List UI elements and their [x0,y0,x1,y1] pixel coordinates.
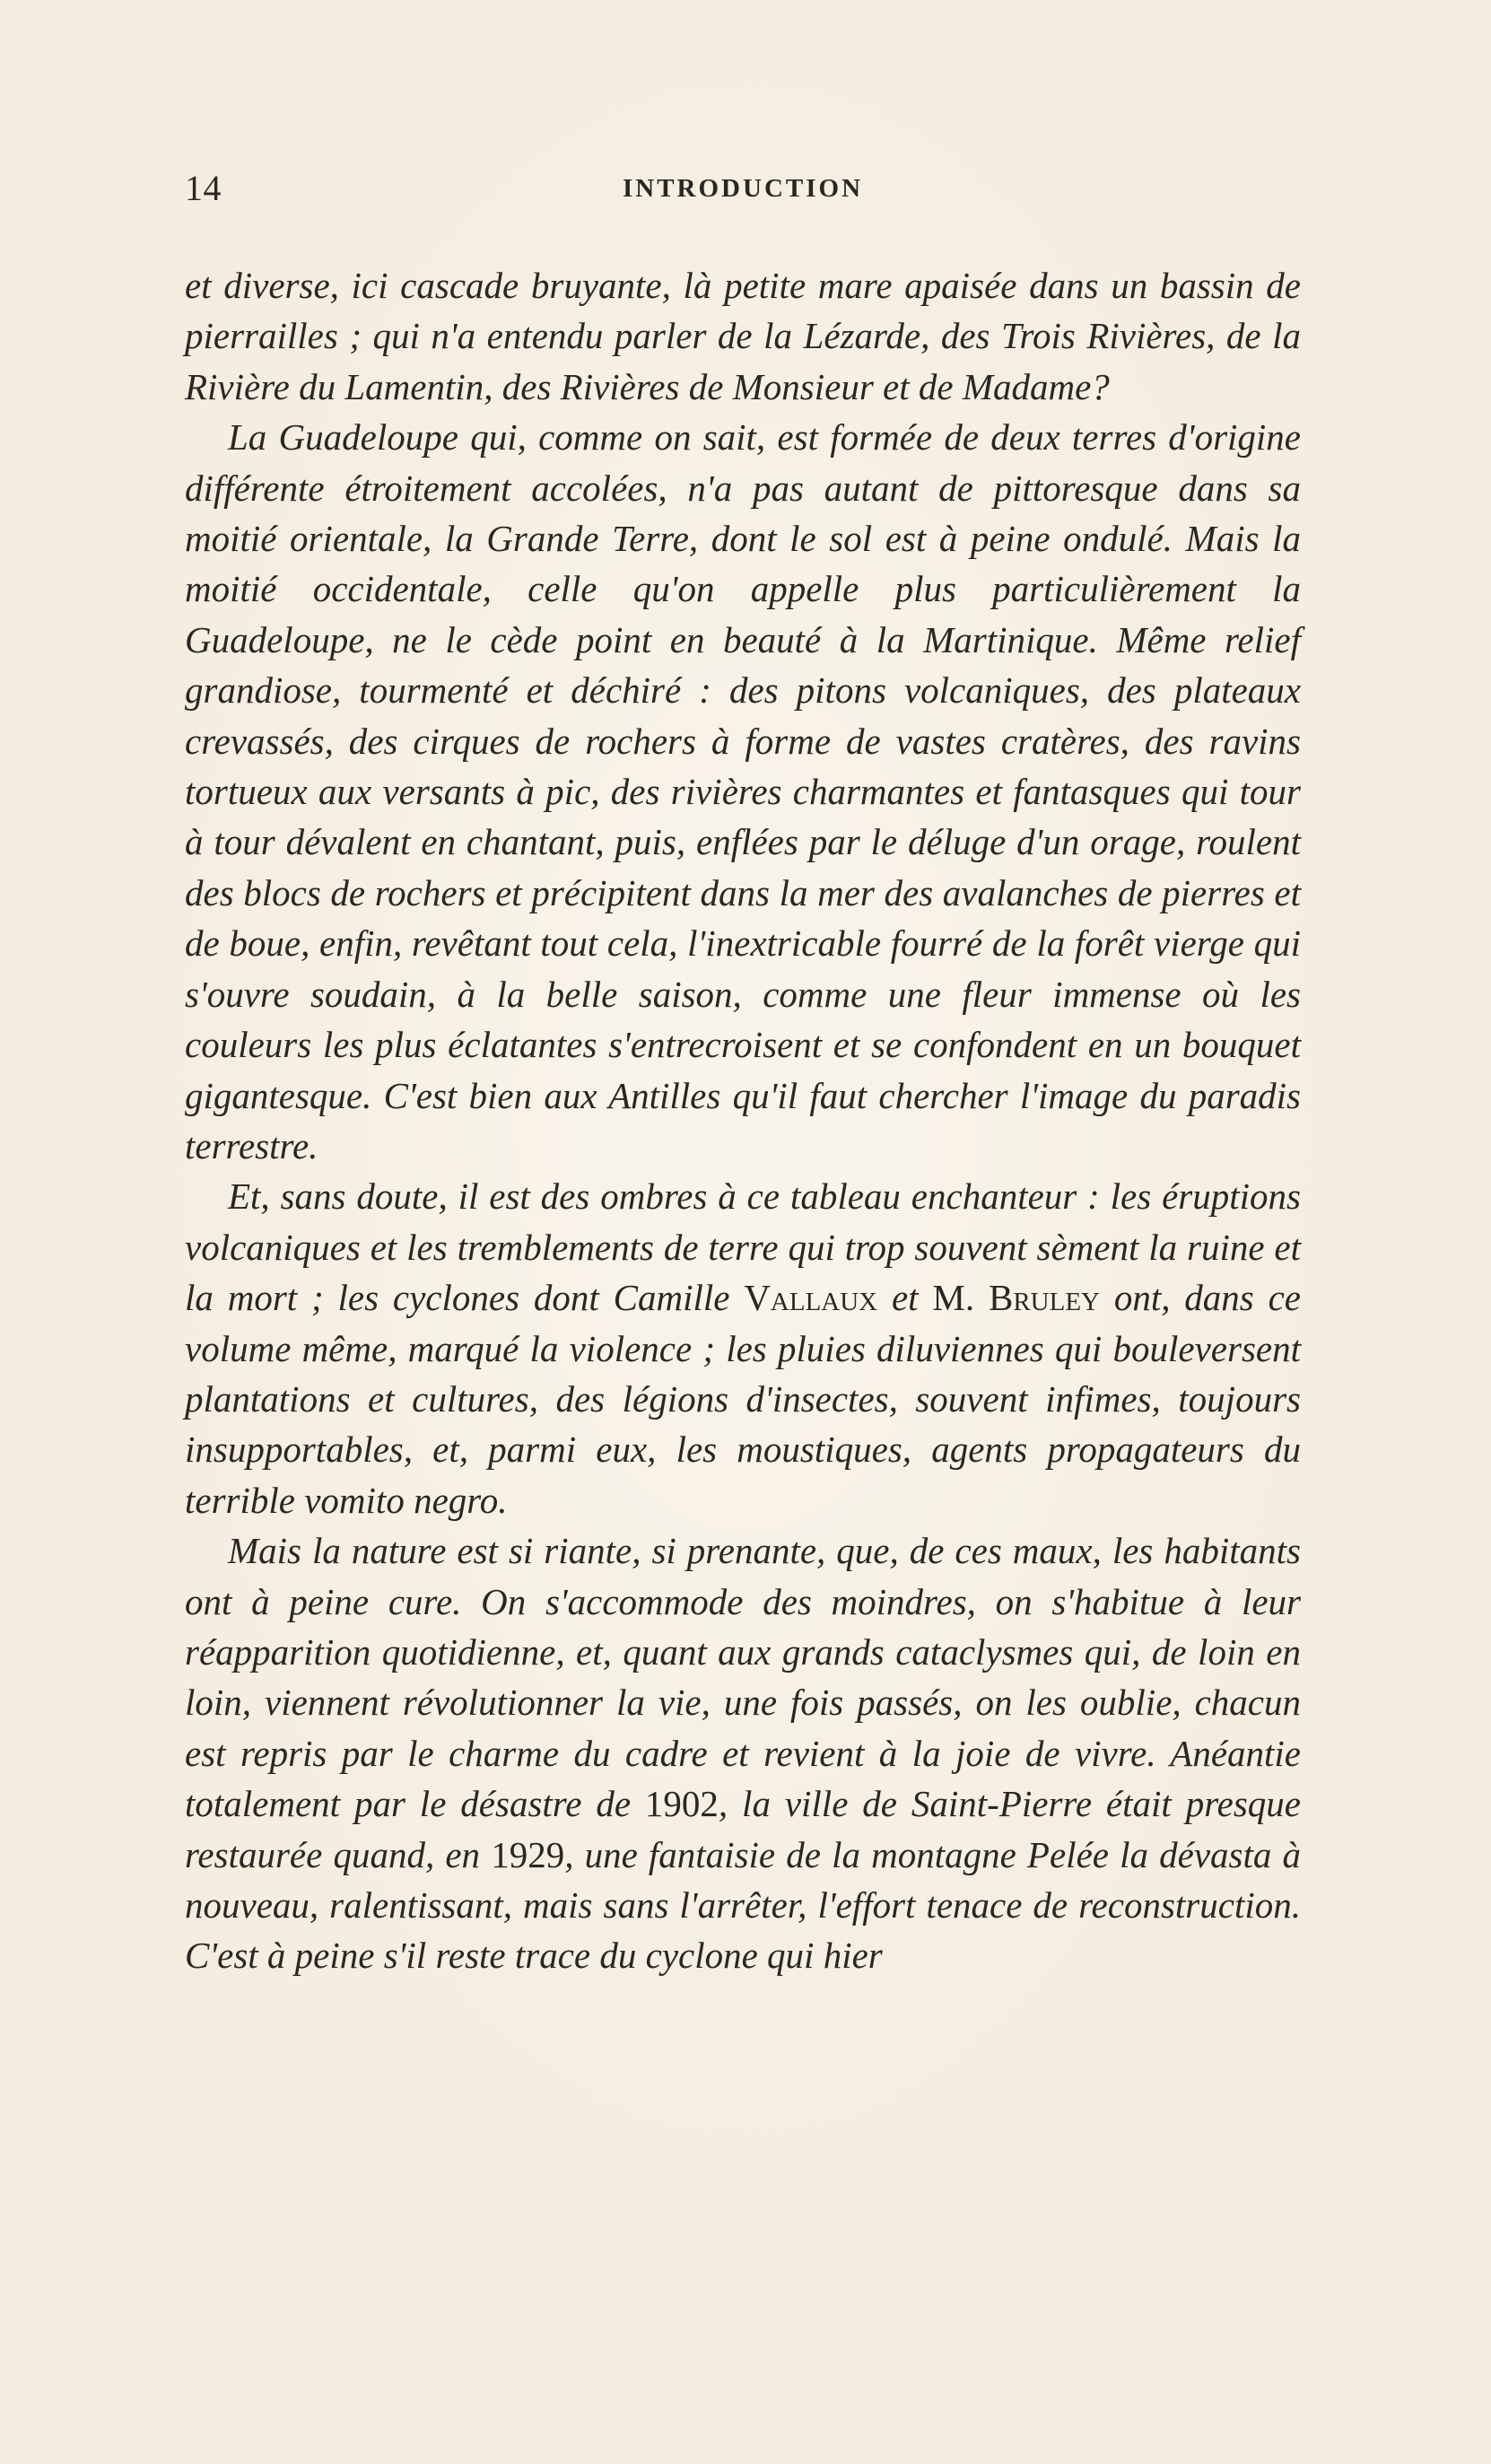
paragraph-4 [185,1525,1301,1981]
paragraph-3-text-d: ont, dans ce volume même, marqué la violence ; les pluies diluviennes qui bouleversent plantations et cultures, des légions d'insectes, souvent infimes, toujours insupportables, et, parmi eux, les moustiques, agents propagateurs du terrible vomito negro. [185,1277,1302,1521]
body-text [185,260,1301,1981]
paragraph-3-text-b: et [877,1277,933,1319]
paragraph-1: et diverse, ici cascade bruyante, là petite mare apaisée dans un bassin de pierrailles ; qui n'a entendu parler de la Lézarde, des Trois Rivières, de la Rivière du Lamentin, des Rivières de Monsieur et de Madame? [185,265,1301,407]
author-name-bruley: Bruley [988,1277,1100,1319]
page-header [185,167,1301,221]
paragraph-2: La Guadeloupe qui, comme on sait, est formée de deux terres d'origine différente étroitement accolées, n'a pas autant de pittoresque dans sa moitié orientale, la Grande Terre, dont le sol est à peine ondulé. Mais la moitié occidentale, celle qu'on appelle plus particulièrement la Guadeloupe, ne le cède point en beauté à la Martinique. Même relief grandiose, tourmenté et déchiré : des pitons volcaniques, des plateaux crevassés, des cirques de rochers à forme de vastes cratères, des ravins tortueux aux versants à pic, des rivières charmantes et fantasques qui tour à tour dévalent en chantant, puis, enflées par le déluge d'un orage, roulent des blocs de rochers et précipitent dans la mer des avalanches de pierres et de boue, enfin, revêtant tout cela, l'inextricable fourré de la forêt vierge qui s'ouvre soudain, à la belle saison, comme une fleur immense où les couleurs les plus éclatantes s'entrecroisent et se confondent en un bouquet gigantesque. C'est bien aux Antilles qu'il faut chercher l'image du paradis terrestre. [185,416,1301,1166]
monsieur-abbrev: M. [932,1277,975,1319]
author-name-vallaux: Vallaux [744,1277,878,1319]
paragraph-3-text-a: Et, sans doute, il est des ombres à ce tableau enchanteur : les éruptions volcaniques et les tremblements de terre qui trop souvent sèment la ruine et la mort ; les cyclones dont Camille [185,1175,1301,1319]
paragraph-3-text-c [974,1277,989,1318]
year-1929: 1929 [491,1833,565,1875]
paragraph-3 [185,1171,1301,1525]
running-title: INTRODUCTION [622,174,864,203]
year-1902: 1902 [644,1783,719,1825]
paragraph-4-text-c: , une fantaisie de la montagne Pelée la dévasta à nouveau, ralentissant, mais sans l'arrêter, l'effort tenace de reconstruction. C'est à peine s'il reste trace du cyclone qui hier [185,1833,1301,1977]
paragraph-4-text-a: Mais la nature est si riante, si prenante, que, de ces maux, les habitants ont à peine cure. On s'accommode des moindres, on s'habitue à leur réapparition quotidienne, et, quant aux grands cataclysmes qui, de loin en loin, viennent révolutionner la vie, une fois passés, on les oublie, chacun est repris par le charme du cadre et revient à la joie de vivre. Anéantie totalement par le désastre de [185,1530,1301,1825]
page-number: 14 [185,168,222,208]
paragraph-4-text-b: , la ville de Saint-Pierre était presque restaurée quand, en [185,1783,1301,1875]
